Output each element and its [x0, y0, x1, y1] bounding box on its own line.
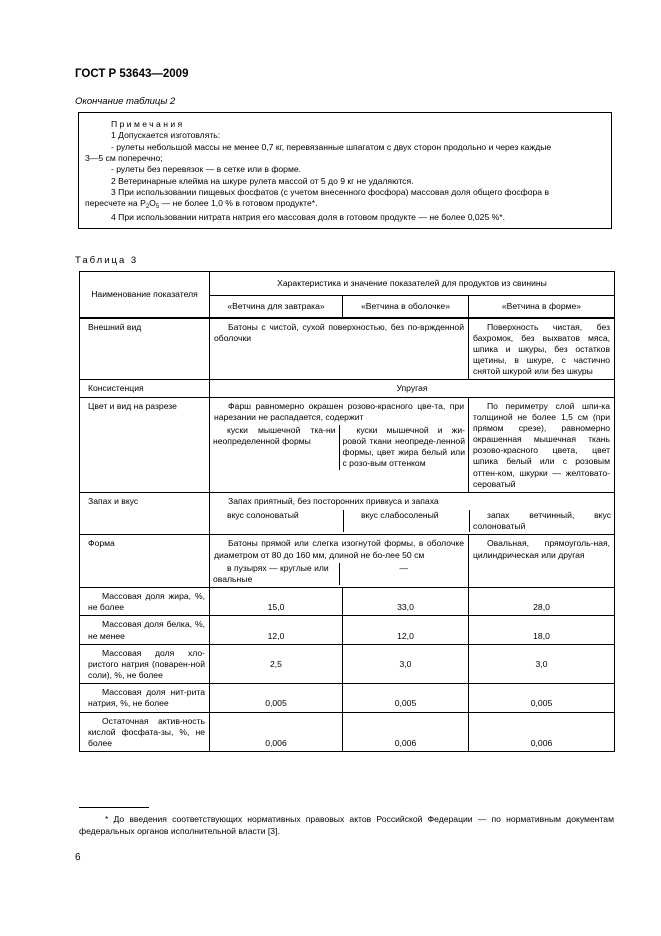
cell-value: 3,0 [469, 644, 615, 684]
note-line: - рулеты без перевязок — в сетке или в форме. [111, 164, 302, 175]
footnote: * До введения соответствующих нормативных правовых актов Российской Федерации — по нормативным документам федеральных органов исполнительной власти [3]. [79, 814, 614, 836]
row-name: Массовая доля хло-ристого натрия (поварен-ной соли), %, не более [80, 644, 210, 684]
cell-subcolumns [210, 510, 614, 532]
table-row [80, 684, 615, 712]
cell-subcolumns [210, 425, 468, 470]
note-line: 3 При использовании пищевых фосфатов (с учетом внесенного фосфора) массовая доля общего фосфора в [111, 187, 550, 198]
cell-value: куски мышечной и жи-ровой ткани неопреде-ленной формы, цвет жира белый или с розо-вым оттенком [339, 425, 469, 470]
cell-value-split [210, 397, 469, 492]
note-line: - рулеты небольшой массы не менее 0,7 кг, перевязанные шпагатом с двух сторон продольно и через каждые [111, 141, 552, 152]
table2-notes-box [78, 112, 612, 229]
cell-value: 28,0 [469, 588, 615, 616]
header-indicator-name: Наименование показателя [80, 272, 210, 318]
table3 [79, 271, 615, 752]
cell-value: — [339, 563, 469, 585]
note-line: 3—5 см поперечно; [85, 153, 163, 164]
cell-value: Упругая [210, 380, 615, 397]
cell-value: Поверхность чистая, без бахромок, без выхватов мяса, шпика и шкуры, без остатков щетины, в шкуре, с частично снятой шкурой или без шкуры [469, 318, 615, 380]
cell-value: 18,0 [469, 616, 615, 644]
cell-value: 0,005 [210, 684, 343, 712]
cell-value: 2,5 [210, 644, 343, 684]
table-row [80, 380, 615, 397]
cell-value: 0,006 [469, 712, 615, 752]
cell-value: 0,005 [469, 684, 615, 712]
table-row [80, 535, 615, 588]
cell-value: в пузырях — круглые или овальные [213, 562, 329, 584]
cell-common-text: Фарш равномерно окрашен розово-красного цве-та, при нарезании не распадается, содержит [214, 400, 464, 422]
note-line: 1 Допускается изготовлять: [111, 130, 221, 141]
row-name: Массовая доля белка, %, не менее [80, 616, 210, 644]
cell-value: 12,0 [210, 616, 343, 644]
cell-value: 12,0 [343, 616, 469, 644]
table-row [80, 318, 615, 380]
table-row [80, 492, 615, 535]
table-row [80, 397, 615, 492]
cell-common-text: Запах приятный, без посторонних привкуса и запаха [228, 495, 439, 506]
row-name: Массовая доля нит-рита натрия, %, не более [80, 684, 210, 712]
note-line: 4 При использовании нитрата натрия его массовая доля в готовом продукте — не более 0,025 %*. [111, 212, 505, 223]
header-product-form: «Ветчина в форме» [469, 296, 615, 318]
cell-value: 0,005 [343, 684, 469, 712]
cell-subcolumns [210, 563, 468, 585]
row-name: Внешний вид [80, 318, 210, 380]
cell-value: вкус слабосоленый [343, 510, 469, 532]
row-name: Массовая доля жира, %, не более [80, 588, 210, 616]
cell-common-text: Батоны прямой или слегка изогнутой формы, в оболочке диаметром от 80 до 160 мм, длиной не бо-лее 50 см [214, 538, 464, 560]
cell-value: 15,0 [210, 588, 343, 616]
note-line-formula: пересчете на $P_2O_5$ — не более 1,0 % в готовом продукте*. [85, 198, 318, 211]
cell-value: Батоны с чистой, сухой поверхностью, без по-вржденной оболочки [210, 318, 469, 380]
cell-value: 3,0 [343, 644, 469, 684]
cell-value: Овальная, прямоуголь-ная, цилиндрическая или другая [469, 535, 615, 588]
header-characteristics: Характеристика и значение показателей для продуктов из свинины [210, 272, 615, 296]
table2-continuation-caption: Окончание таблицы 2 [75, 96, 176, 107]
row-name: Запах и вкус [80, 492, 210, 535]
table-row [80, 712, 615, 752]
row-name: Форма [80, 535, 210, 588]
table3-header-row [80, 272, 615, 296]
table3-caption: Таблица 3 [75, 255, 139, 266]
row-name: Цвет и вид на разрезе [80, 397, 210, 492]
cell-value: 33,0 [343, 588, 469, 616]
table-row [80, 616, 615, 644]
cell-value: куски мышечной тка-ни неопределенной формы [213, 424, 336, 447]
table-row [80, 588, 615, 616]
document-header: ГОСТ Р 53643—2009 [75, 68, 189, 80]
note-line: 2 Ветеринарные клейма на шкуре рулета массой от 5 до 9 кг не удаляются. [111, 175, 414, 186]
cell-value: 0,006 [343, 712, 469, 752]
cell-value-split [210, 535, 469, 588]
cell-value: вкус солоноватый [227, 510, 299, 521]
cell-value-split [210, 492, 615, 535]
header-product-breakfast: «Ветчина для завтрака» [210, 296, 343, 318]
header-product-casing: «Ветчина в оболочке» [343, 296, 469, 318]
cell-value: По периметру слой шпи-ка толщиной не более 1,5 см (при прямом срезе), равномерно окрашенная мышечная ткань розово-красного цвета, цвет шпика белый или с розовым оттен-ком, шкурки — желтовато-сероватый [469, 397, 615, 492]
notes-title: Примечания [111, 119, 185, 129]
cell-value: 0,006 [210, 712, 343, 752]
table-row [80, 644, 615, 684]
page-number: 6 [75, 852, 81, 863]
row-name: Остаточная актив-ность кислой фосфата-зы, %, не более [80, 712, 210, 752]
footnote-divider [79, 807, 149, 808]
row-name: Консистенция [80, 380, 210, 397]
cell-value: запах ветчинный, вкус солоноватый [469, 510, 614, 532]
